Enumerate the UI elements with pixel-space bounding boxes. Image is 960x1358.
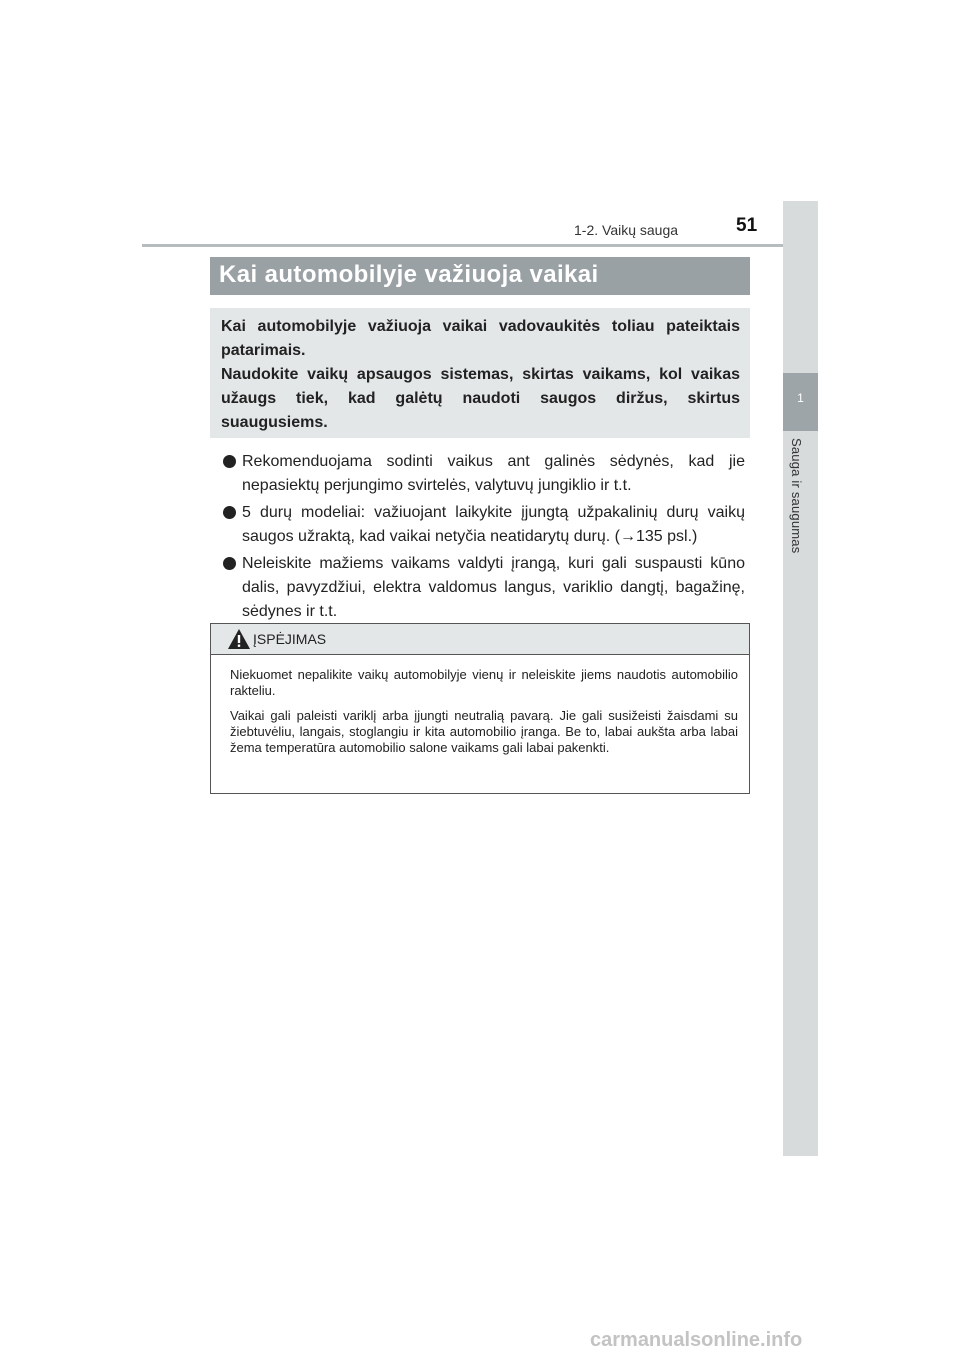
list-item-text: Neleiskite mažiems vaikams valdyti įrangą, kuri gali suspausti kūno dalis, pavyzdžiui, elektra valdomus langus, variklio dangtį, bagažinę, sėdynes ir t.t. (242, 555, 745, 620)
watermark: carmanualsonline.info (590, 1329, 803, 1351)
list-item (223, 450, 745, 498)
warning-triangle-icon (227, 628, 251, 650)
section-title: Kai automobilyje važiuoja vaikai (219, 261, 599, 288)
chapter-title: Sauga ir saugumas (789, 438, 804, 554)
warning-paragraph: Vaikai gali paleisti variklį arba įjungti neutralią pavarą. Jie gali susižeisti žaisdami su žiebtuvėliu, langais, stoglangiu ir kita automobilio įranga. Be to, labai aukšta arba labai žema temperatūra automobilio salone vaikams gali labai pakenkti. (230, 708, 738, 755)
list-item (223, 552, 745, 624)
warning-paragraph: Niekuomet nepalikite vaikų automobilyje vienų ir neleiskite jiems naudotis automobilio rakteliu. (230, 667, 738, 698)
intro-paragraph: Kai automobilyje važiuoja vaikai vadovaukitės toliau pateiktais patarimais. (221, 318, 740, 359)
section-label: 1-2. Vaikų sauga (574, 222, 679, 238)
chapter-number: 1 (797, 391, 804, 405)
advice-list (223, 450, 745, 627)
intro-paragraph: Naudokite vaikų apsaugos sistemas, skirtas vaikams, kol vaikas užaugs tiek, kad galėtų naudoti saugos diržus, skirtus suaugusiems. (221, 366, 740, 431)
bullet-icon (223, 506, 236, 519)
header-divider (142, 244, 818, 247)
list-item-text: 5 durų modeliai: važiuojant laikykite įjungtą užpakalinių durų vaikų saugos užraktą, kad vaikai netyčia neatidarytų durų. (→135 psl.) (242, 504, 745, 545)
list-item-text: Rekomenduojama sodinti vaikus ant galinės sėdynės, kad jie nepasiektų perjungimo svirtelės, valytuvų jungiklio ir t.t. (242, 453, 745, 494)
bullet-icon (223, 455, 236, 468)
section-title-bar (210, 257, 750, 295)
warning-body (211, 655, 749, 756)
warning-box (210, 623, 750, 794)
page-number: 51 (736, 215, 758, 236)
warning-header (211, 624, 749, 655)
warning-title: ĮSPĖJIMAS (253, 631, 327, 647)
list-item (223, 501, 745, 549)
intro-box (210, 308, 750, 438)
bullet-icon (223, 557, 236, 570)
chapter-side-tab (783, 201, 818, 1156)
